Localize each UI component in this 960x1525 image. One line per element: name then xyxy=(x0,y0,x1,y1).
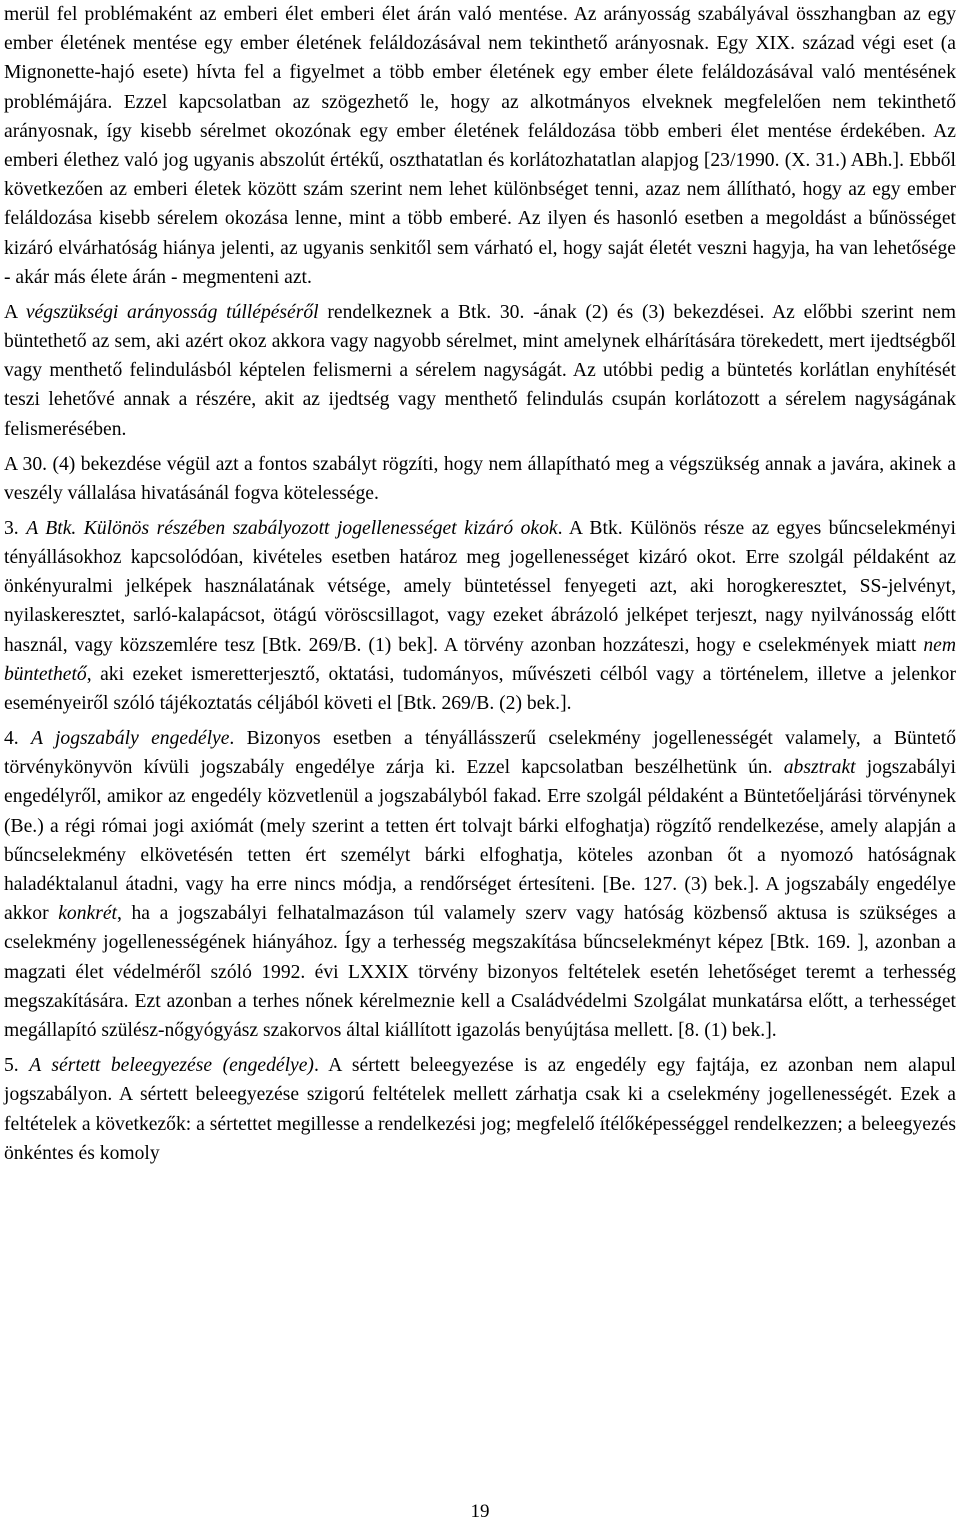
body-text: rendelkeznek a Btk. 30. -ának (2) és (3) bekezdései. Az előbbi szerint nem büntethető az sem, aki azért okoz akkora vagy nagyobb sérelmet, mint amelynek elhárítására törekedett, mert ijedtségből vagy menthető felindulásból képtelen felismerni a sérelem nagyságát. Az utóbbi pedig a büntetés korlátlan enyhítését teszi lehetővé annak a részére, akit az ijedtség vagy menthető felindulás csupán korlátozott a sérelem nagyságának felismerésében. xyxy=(4,301,956,440)
body-text: . Bizonyos esetben a tényállásszerű cselekmény jogellenességét valamely, a Büntető törvénykönyvön kívüli jogszabály engedélye zárja ki. Ezzel kapcsolatban beszélhetünk ún. xyxy=(4,728,956,779)
emphasis-text: konkrét xyxy=(58,903,117,925)
page-number: 19 xyxy=(470,1501,490,1522)
paragraph-30-4-bekezdes xyxy=(4,450,956,508)
emphasis-text: A jogszabály engedélye xyxy=(31,728,230,750)
body-text: 4. xyxy=(4,728,32,750)
paragraph-vegszukseg-tullepes xyxy=(4,298,956,444)
emphasis-text: végszükségi arányosság túllépéséről xyxy=(25,301,319,323)
paragraph-jogszabaly-engedelye xyxy=(4,724,956,1045)
body-text: A xyxy=(4,301,26,323)
emphasis-text: nem büntethető xyxy=(4,634,956,685)
body-text: , ha a jogszabályi felhatalmazáson túl valamely szerv vagy hatóság közbenső aktusa is szükséges a cselekmény jogellenességének hiányához. Így a terhesség megszakítása bűncselekményt képez [Btk. 169. ], azonban a magzati élet védelméről szóló 1992. évi LXXIX törvény bizonyos feltételek esetén lehetőséget teremt a terhesség megszakítására. Ezt azonban a terhes nőnek kérelmeznie kell a Családvédelmi Szolgálat munkatársa előtt, a terhességet megállapító szülész-nőgyógyász szakorvos által kiállított igazolás benyújtása mellett. [8. (1) bek.]. xyxy=(4,903,956,1042)
body-text: , aki ezeket ismeretterjesztő, oktatási, tudományos, művészeti célból vagy a történelem, illetve a jelenkor eseményeiről szóló tájékoztatás céljából követi el [Btk. 269/B. (2) bek.]. xyxy=(4,663,956,715)
emphasis-text: absztrakt xyxy=(783,757,856,779)
body-text: jogszabályi engedélyről, amikor az engedély közvetlenül a jogszabályból fakad. Erre szolgál példaként a Büntetőeljárási törvénynek (Be.) a régi római jogi axiómát (mely szerint a tetten ért tolvajt bárki elfoghatja) rögzítő rendelkezése, amely alapján a bűncselekmény elkövetésén tetten ért személyt bárki elfoghatja, köteles azonban őt a nyomozó hatóságnak haladéktalanul átadni, vagy ha erre nincs módja, a rendőrséget értesíteni. [Be. 127. (3) bek.]. A jogszabály engedélye akkor xyxy=(4,757,956,925)
body-text: 3. xyxy=(4,517,27,539)
emphasis-text: A sértett beleegyezése (engedélye) xyxy=(29,1055,314,1077)
body-text: 5. xyxy=(4,1055,30,1077)
body-text: . A Btk. Különös része az egyes bűncselekményi tényállásokhoz kapcsolódóan, kivételes esetben határoz meg jogellenességet kizáró okot. Erre szolgál példaként az önkényuralmi jelképek használatának vétsége, amely büntetéssel fenyegeti azt, aki horogkeresztet, SS-jelvényt, nyilaskeresztet, sarló-kalapácsot, ötágú vöröscsillagot, vagy ezeket ábrázoló jelképet terjeszt, nagy nyilvánosság előtt használ, vagy közszemlére tesz [Btk. 269/B. (1) bek]. A törvény azonban hozzáteszi, hogy e cselekmények miatt xyxy=(4,517,957,656)
page-body xyxy=(4,0,956,1168)
body-text: A 30. (4) bekezdése végül azt a fontos szabályt rögzíti, hogy nem állapítható meg a végszükség annak a javára, akinek a veszély vállalása hivatásánál fogva kötelessége. xyxy=(4,453,956,504)
paragraph-kulonos-resz xyxy=(4,514,956,718)
emphasis-text: A Btk. Különös részében szabályozott jogellenességet kizáró okok xyxy=(26,517,558,539)
body-text: . A sértett beleegyezése is az engedély egy fajtája, ez azonban nem alapul jogszabályon. A sértett beleegyezése szigorú feltételek mellett zárhatja csak ki a cselekmény jogellenességét. Ezek a feltételek a következők: a sértettet megillesse a rendelkezési jog; megfelelő ítélőképességgel rendelkezzen; a beleegyezés önkéntes és komoly xyxy=(4,1055,956,1164)
paragraph-sertett-beleegyezese xyxy=(4,1051,956,1168)
paragraph-mignonette xyxy=(4,0,956,292)
body-text: merül fel problémaként az emberi élet emberi élet árán való mentése. Az arányosság szabályával összhangban az egy ember életének mentése egy ember életének feláldozásával nem tekinthető arányosnak. Egy XIX. század végi eset (a Mignonette-hajó esete) hívta fel a figyelmet a több ember életének egy ember élete feláldozásával való mentésének problémájára. Ezzel kapcsolatban az szögezhető le, hogy az alkotmányos elveknek megfelelően nem tekinthető arányosnak, így kisebb sérelmet okozónak egy ember életének feláldozása több emberi élet mentése érdekében. Az emberi élethez való jog ugyanis abszolút értékű, oszthatatlan és korlátozhatatlan alapjog [23/1990. (X. 31.) ABh.]. Ebből következően az emberi életek között szám szerint nem lehet különbséget tenni, azaz nem állítható, hogy az egy ember feláldozása kisebb sérelem okozása lenne, mint a több emberé. Az ilyen és hasonló esetben a megoldást a bűnösséget kizáró elvárhatóság hiánya jelenti, az ugyanis senkitől sem várható el, hogy saját életét veszni hagyja, ha van lehetősége - akár más élete árán - megmenteni azt. xyxy=(4,4,956,288)
